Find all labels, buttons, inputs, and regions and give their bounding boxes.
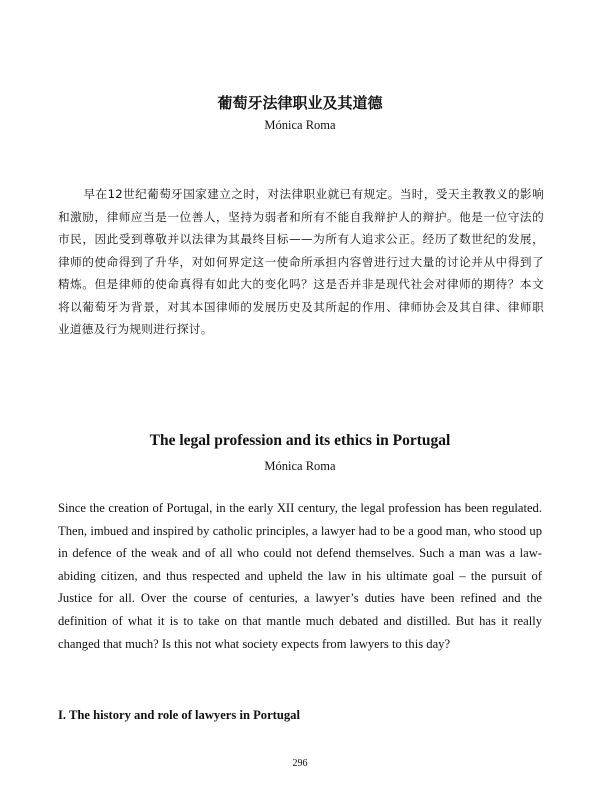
- section-heading: I. The history and role of lawyers in Portugal: [58, 708, 300, 722]
- english-title: The legal profession and its ethics in Portugal: [149, 432, 451, 449]
- chinese-abstract: 早在12世纪葡萄牙国家建立之时，对法律职业就已有规定。当时，受天主教教义的影响和激励，律师应当是一位善人，坚持为弱者和所有不能自我辩护人的辩护。他是一位守法的市民，因此受到尊敬并以法律为其最终目标——为所有人追求公正。经历了数世纪的发展，律师的使命得到了升华，对如何界定这一使命所承担内容曾进行过大量的讨论并从中得到了精炼。但是律师的使命真得有如此大的变化吗？这是否并非是现代社会对律师的期待？本文将以葡萄牙为背景，对其本国律师的发展历史及其所起的作用、律师协会及其自律、律师职业道德及行为规则进行探讨。: [58, 187, 544, 336]
- chinese-author: Mónica Roma: [264, 118, 336, 132]
- english-author: Mónica Roma: [264, 459, 336, 473]
- chinese-title: 葡萄牙法律职业及其道德: [217, 94, 383, 112]
- page-number: 296: [292, 758, 308, 769]
- english-abstract: Since the creation of Portugal, in the early XII century, the legal profession has been regulated. Then, imbued and inspired by catholic principles, a lawyer had to be a good man, who stood up in defence of the weak and of all who could not defend themselves. Such a man was a law-abiding citizen, and thus respected and upheld the law in his ultimate goal – the pursuit of Justice for all. Over the course of centuries, a lawyer’s duties have been refined and the definition of what it is to take on that mantle much debated and distilled. But has it really changed that much? Is this not what society expects from lawyers to this day?: [58, 501, 542, 651]
